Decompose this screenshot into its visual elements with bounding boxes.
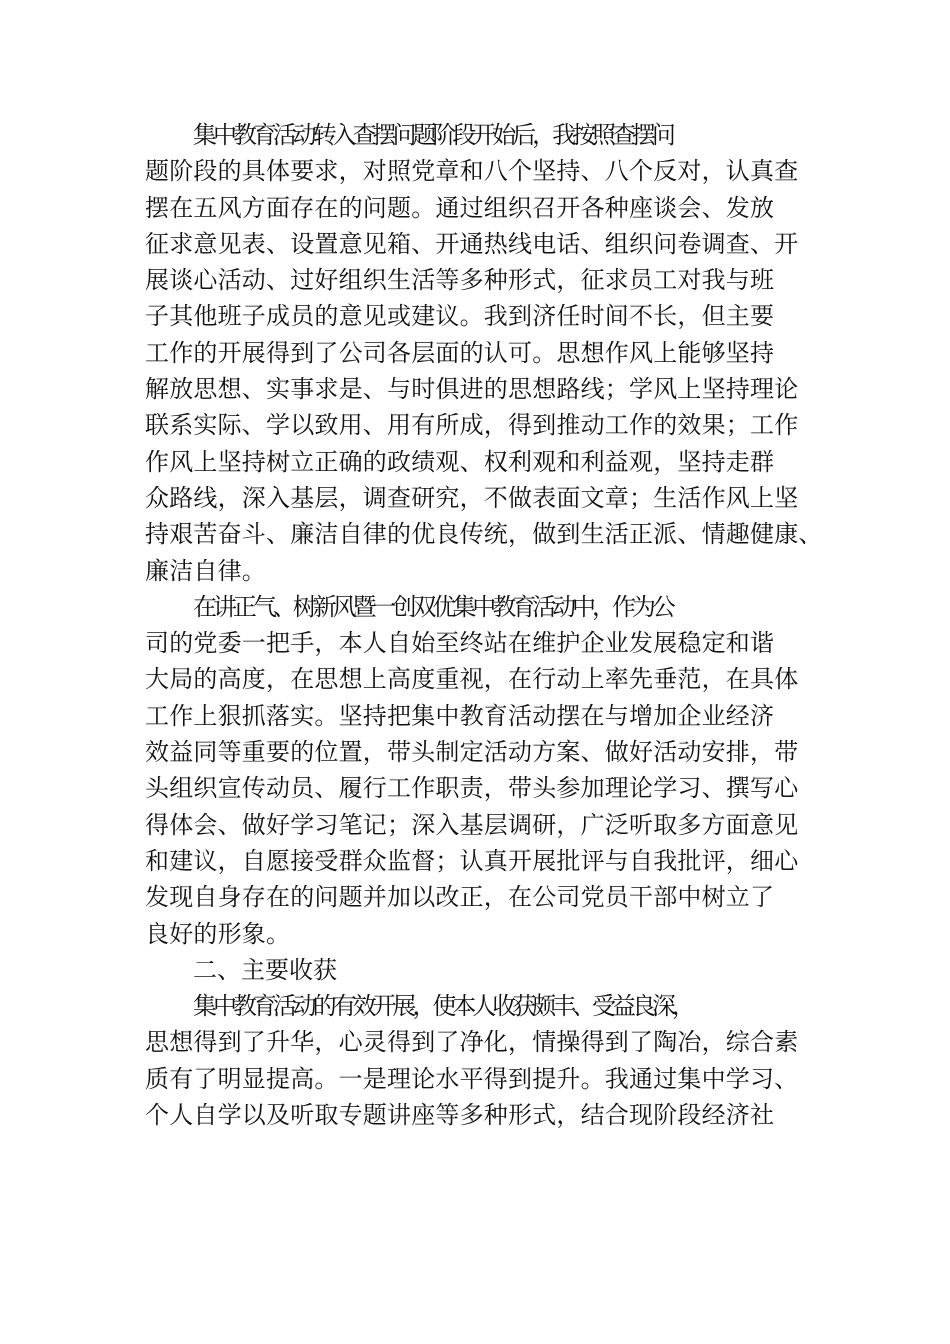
text-line: 征求意见表、设置意见箱、开通热线电话、组织问卷调查、开 (145, 229, 799, 258)
text-line: 大局的高度，在思想上高度重视，在行动上率先垂范，在具体 (145, 665, 799, 694)
text-line: 工作的开展得到了公司各层面的认可。思想作风上能够坚持 (145, 338, 775, 367)
text-line: 解放思想、实事求是、与时俱进的思想路线；学风上坚持理论 (145, 375, 799, 404)
text-line: 廉洁自律。 (145, 556, 266, 585)
section-heading: 二、主要收获 (193, 955, 337, 984)
text-line: 作风上坚持树立正确的政绩观、权利观和利益观，坚持走群 (145, 447, 775, 476)
text-line: 题阶段的具体要求，对照党章和八个坚持、八个反对，认真查 (145, 157, 799, 186)
document-page (145, 117, 825, 1133)
paragraph-3 (145, 988, 825, 1133)
text-line: 众路线，深入基层，调查研究，不做表面文章；生活作风上坚 (145, 483, 799, 512)
text-line: 质有了明显提高。一是理论水平得到提升。我通过集中学习、 (145, 1064, 799, 1093)
text-line: 展谈心活动、过好组织生活等多种形式，征求员工对我与班 (145, 266, 775, 295)
text-line: 工作上狠抓落实。坚持把集中教育活动摆在与增加企业经济 (145, 701, 775, 730)
text-line: 联系实际、学以致用、用有所成，得到推动工作的效果；工作 (145, 411, 799, 440)
text-line: 司的党委一把手，本人自始至终站在维护企业发展稳定和谐 (145, 629, 775, 658)
text-line: 摆在五风方面存在的问题。通过组织召开各种座谈会、发放 (145, 193, 775, 222)
text-line: 得体会、做好学习笔记；深入基层调研，广泛听取多方面意见 (145, 810, 799, 839)
text-line: 效益同等重要的位置，带头制定活动方案、做好活动安排，带 (145, 738, 799, 767)
text-line: 在讲正气、树新风暨一创双优集中教育活动中，作为公 (193, 592, 672, 621)
text-line: 集中教育活动转入查摆问题阶段开始后，我按照查摆问 (193, 121, 672, 149)
text-line: 思想得到了升华，心灵得到了净化，情操得到了陶冶，综合素 (145, 1028, 799, 1057)
text-line: 和建议，自愿接受群众监督；认真开展批评与自我批评，细心 (145, 846, 799, 875)
text-line: 持艰苦奋斗、廉洁自律的优良传统，做到生活正派、情趣健康、 (145, 520, 823, 549)
text-line: 集中教育活动的有效开展，使本人收获颇丰、受益良深， (193, 992, 692, 1021)
text-line: 子其他班子成员的意见或建议。我到济任时间不长，但主要 (145, 302, 775, 331)
paragraph-1 (145, 117, 825, 589)
paragraph-2 (145, 589, 825, 952)
text-line: 发现自身存在的问题并加以改正，在公司党员干部中树立了 (145, 883, 775, 912)
text-line: 良好的形象。 (145, 919, 291, 948)
text-line: 个人自学以及听取专题讲座等多种形式，结合现阶段经济社 (145, 1101, 775, 1130)
text-line: 头组织宣传动员、履行工作职责，带头参加理论学习、撰写心 (145, 774, 799, 803)
